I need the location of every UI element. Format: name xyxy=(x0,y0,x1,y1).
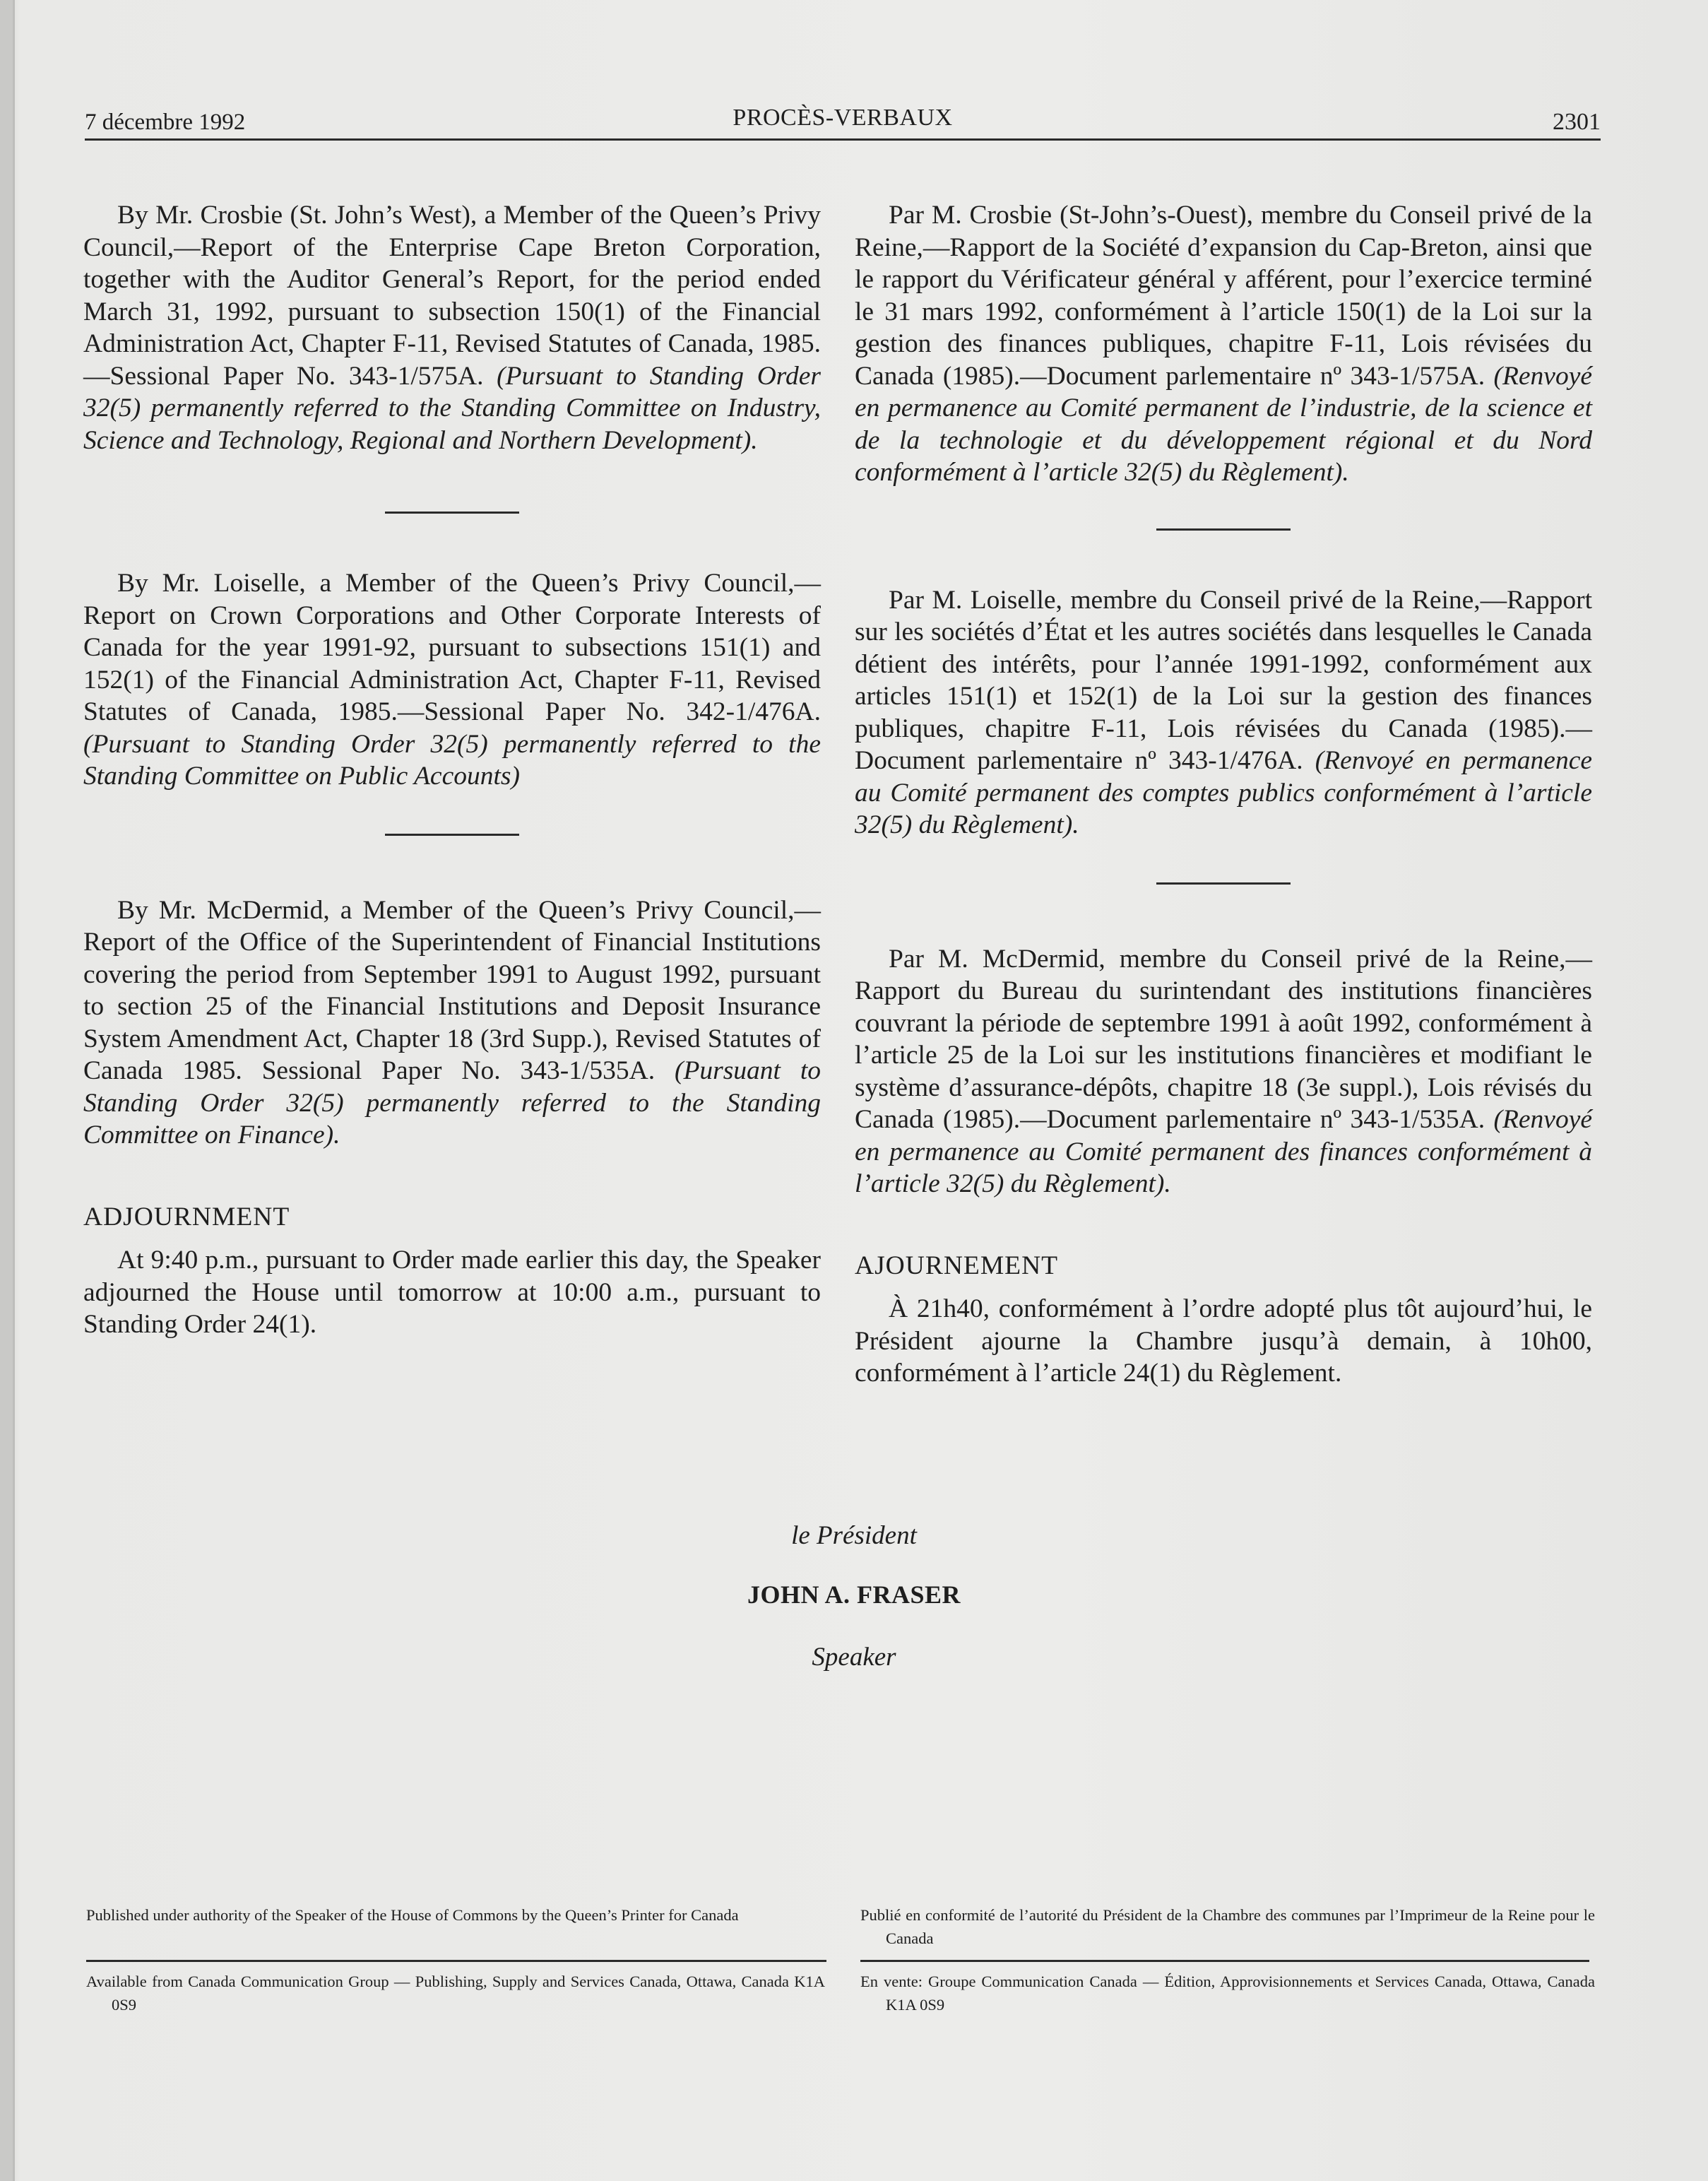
paragraph-adjournment-fr: À 21h40, conformément à l’ordre adopté plus tôt aujourd’hui, le Président ajourne la Chambre jusqu’à demain, à 10h00, conformément à l’article 24(1) du Règlement. xyxy=(855,1294,1592,1388)
signature-title-en: Speaker xyxy=(812,1643,896,1672)
french-column xyxy=(855,199,1592,1390)
footer-text: Available from Canada Communication Group — Publishing, Supply and Services Canada, Ottawa, Canada K1A 0S9 xyxy=(86,1973,825,2014)
footer-published-fr xyxy=(860,1903,1595,1950)
running-header xyxy=(85,100,1601,140)
signature-name: JOHN A. FRASER xyxy=(747,1580,961,1609)
header-title: PROCÈS-VERBAUX xyxy=(733,105,953,131)
footer-text: Publié en conformité de l’autorité du Président de la Chambre des communes par l’Imprimeur de la Reine pour le Canada xyxy=(860,1906,1595,1947)
paragraph-referral: (Pursuant to Standing Order 32(5) permanently referred to the Standing Committee on Public Accounts) xyxy=(83,729,821,791)
paragraph-text: By Mr. McDermid, a Member of the Queen’s Privy Council,—Report of the Office of the Superintendent of Financial Institutions covering the period from September 1991 to August 1992, pursuant to section 25 of the Financial Institutions and Deposit Insurance System Amendment Act, Chapter 18 (3rd Supp.), Revised Statutes of Canada 1985. Sessional Paper No. 343-1/535A. xyxy=(83,895,821,1085)
header-rule xyxy=(85,138,1601,141)
paragraph-referral: (Renvoyé en permanence au Comité permanent des comptes publics conformément à l’article 32(5) du Règlement). xyxy=(855,746,1592,839)
paragraph-referral: (Pursuant to Standing Order 32(5) permanently referred to the Standing Committee on Finance). xyxy=(83,1056,821,1149)
paragraph-crosbie-fr xyxy=(855,199,1592,489)
paragraph-loiselle-en xyxy=(83,567,821,793)
paragraph-referral: (Pursuant to Standing Order 32(5) permanently referred to the Standing Committee on Industry, Science and Technology, Regional and Northern Development). xyxy=(83,361,821,455)
page-number: 2301 xyxy=(1553,109,1601,135)
header-date: 7 décembre 1992 xyxy=(85,110,246,135)
paragraph-text: By Mr. Crosbie (St. John’s West), a Member of the Queen’s Privy Council,—Report of the Enterprise Cape Breton Corporation, together with the Auditor General’s Report, for the period ended March 31, 1992, pursuant to subsection 150(1) of the Financial Administration Act, Chapter F-11, Revised Statutes of Canada, 1985.—Sessional Paper No. 343-1/575A. xyxy=(83,201,821,391)
footer-available-en xyxy=(86,1970,825,2016)
footer-rule xyxy=(86,1960,826,1962)
paragraph-crosbie-en xyxy=(83,199,821,456)
footer-text: Published under authority of the Speaker of the House of Commons by the Queen’s Printer for Canada xyxy=(86,1906,739,1924)
footer-published-en xyxy=(86,1903,825,1927)
signature-title-fr: le Président xyxy=(791,1521,917,1550)
paragraph-text: By Mr. Loiselle, a Member of the Queen’s Privy Council,—Report on Crown Corporations and Other Corporate Interests of Canada for the year 1991-92, pursuant to subsections 151(1) and 152(1) of the Financial Administration Act, Chapter F-11, Revised Statutes of Canada, 1985.—Sessional Paper No. 342-1/476A. xyxy=(83,569,821,726)
paragraph-referral: (Renvoyé en permanence au Comité permanent de l’industrie, de la science et de la technologie et du développement régional et du Nord conformément à l’article 32(5) du Règlement). xyxy=(855,361,1592,487)
paragraph-loiselle-fr xyxy=(855,584,1592,841)
paragraph-mcdermid-fr xyxy=(855,943,1592,1200)
page-binding-line xyxy=(13,0,15,2181)
heading-ajournement: AJOURNEMENT xyxy=(855,1251,1059,1280)
heading-adjournment: ADJOURNMENT xyxy=(83,1202,290,1231)
page-binding-edge xyxy=(0,0,13,2181)
paragraph-text: Par M. McDermid, membre du Conseil privé de la Reine,—Rapport du Bureau du surintendant des institutions financières couvrant la période de septembre 1991 à août 1992, conformément à l’article 25 de la Loi sur les institutions financières et modifiant le système d’assurance-dépôts, chapitre 18 (3e suppl.), Lois révisés du Canada (1985).—Document parlementaire nº 343-1/535A. xyxy=(855,944,1592,1134)
paragraph-adjournment-en: At 9:40 p.m., pursuant to Order made earlier this day, the Speaker adjourned the House until tomorrow at 10:00 a.m., pursuant to Standing Order 24(1). xyxy=(83,1246,821,1339)
footer-rule xyxy=(860,1960,1589,1962)
footer-text: En vente: Groupe Communication Canada — Édition, Approvisionnements et Services Canada, Ottawa, Canada K1A 0S9 xyxy=(860,1973,1595,2014)
paragraph-referral: (Renvoyé en permanence au Comité permanent des finances conformément à l’article 32(5) du Règlement). xyxy=(855,1105,1592,1198)
footer-available-fr xyxy=(860,1970,1595,2016)
english-column xyxy=(83,199,821,1341)
paragraph-text: Par M. Crosbie (St-John’s-Ouest), membre du Conseil privé de la Reine,—Rapport de la Société d’expansion du Cap-Breton, ainsi que le rapport du Vérificateur général y afférent, pour l’exercice terminé le 31 mars 1992, conformément à l’article 150(1) de la Loi sur la gestion des finances publiques, chapitre F-11, Lois révisées du Canada (1985).—Document parlementaire nº 343-1/575A. xyxy=(855,201,1592,391)
paragraph-mcdermid-en xyxy=(83,894,821,1152)
paragraph-text: Par M. Loiselle, membre du Conseil privé de la Reine,—Rapport sur les sociétés d’État et les autres sociétés dans lesquelles le Canada détient des intérêts, pour l’année 1991-1992, conformément aux articles 151(1) et 152(1) de la Loi sur la gestion des finances publiques, chapitre F-11, Lois révisées du Canada (1985).—Document parlementaire nº 343-1/476A. xyxy=(855,585,1592,775)
